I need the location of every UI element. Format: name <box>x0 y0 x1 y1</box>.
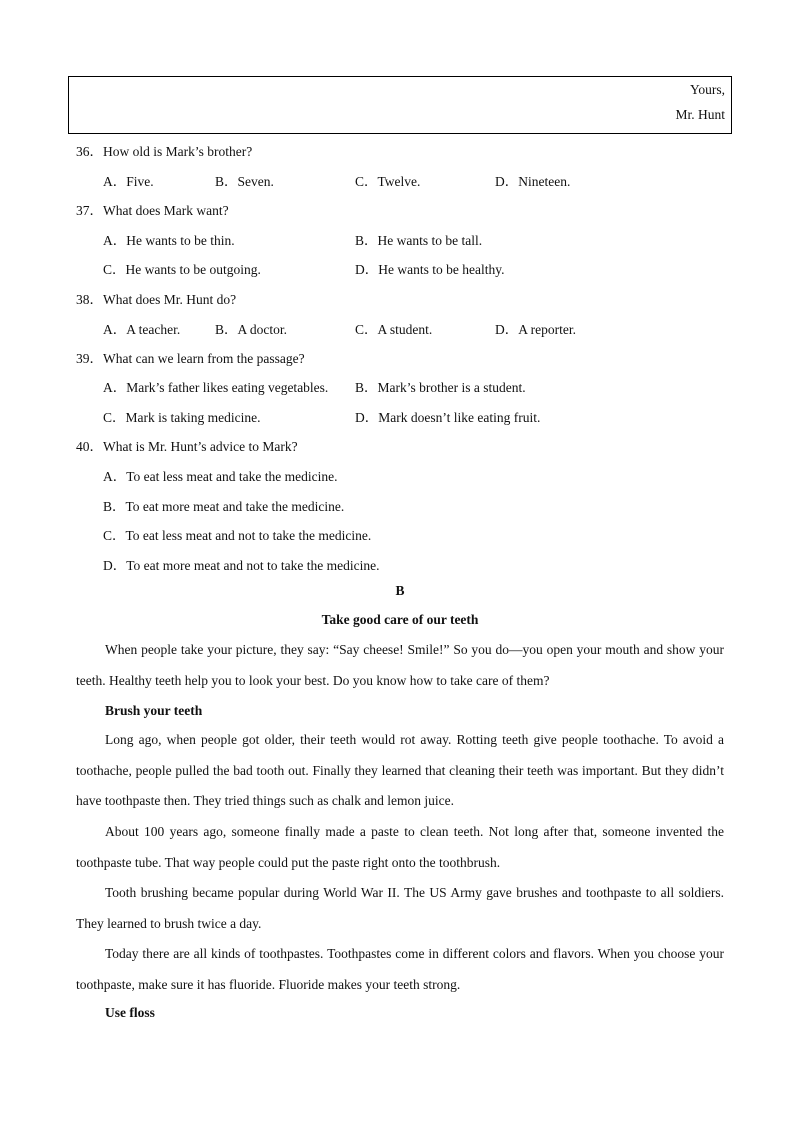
q38-option-b[interactable]: B．A doctor. <box>215 322 288 337</box>
question-37: 37．What does Mark want? <box>76 203 229 218</box>
q39-option-a[interactable]: A．Mark’s father likes eating vegetables. <box>103 380 329 395</box>
q40-option-a[interactable]: A．To eat less meat and take the medicine. <box>103 469 338 484</box>
letter-signature: Mr. Hunt <box>675 107 725 122</box>
q40-option-b[interactable]: B．To eat more meat and take the medicine. <box>103 499 345 514</box>
paragraph-4: Today there are all kinds of toothpastes. Toothpastes come in different colors and flavors. When you choose your toothpaste, make sure it has fluoride. Fluoride makes your teeth strong. <box>76 946 724 992</box>
q37-option-a[interactable]: A．He wants to be thin. <box>103 233 235 248</box>
q40-option-c[interactable]: C．To eat less meat and not to take the medicine. <box>103 528 372 543</box>
question-38: 38．What does Mr. Hunt do? <box>76 292 237 307</box>
passage-title: Take good care of our teeth <box>321 612 479 627</box>
q37-option-c[interactable]: C．He wants to be outgoing. <box>103 262 261 277</box>
paragraph-3: Tooth brushing became popular during World War II. The US Army gave brushes and toothpaste to all soldiers. They learned to brush twice a day. <box>76 885 724 931</box>
subheading-floss: Use floss <box>105 1005 155 1020</box>
q38-option-c[interactable]: C．A student. <box>355 322 433 337</box>
question-40: 40．What is Mr. Hunt’s advice to Mark? <box>76 439 298 454</box>
q40-option-d[interactable]: D．To eat more meat and not to take the medicine. <box>103 558 380 573</box>
q36-option-c[interactable]: C．Twelve. <box>355 174 421 189</box>
paragraph-2: About 100 years ago, someone finally made a paste to clean teeth. Not long after that, someone invented the toothpaste tube. That way people could put the paste right onto the toothbrush. <box>76 824 724 870</box>
q39-option-b[interactable]: B．Mark’s brother is a student. <box>355 380 526 395</box>
q36-option-b[interactable]: B．Seven. <box>215 174 274 189</box>
q36-option-d[interactable]: D．Nineteen. <box>495 174 571 189</box>
letter-closing: Yours, <box>689 82 725 97</box>
paragraph-1: Long ago, when people got older, their teeth would rot away. Rotting teeth give people toothache. To avoid a toothache, people pulled the bad tooth out. Finally they learned that cleaning their teeth was important. But they didn’t have toothpaste then. They tried things such as chalk and lemon juice. <box>76 732 724 808</box>
q37-option-d[interactable]: D．He wants to be healthy. <box>355 262 505 277</box>
question-36: 36．How old is Mark’s brother? <box>76 144 253 159</box>
q36-option-a[interactable]: A．Five. <box>103 174 154 189</box>
q37-option-b[interactable]: B．He wants to be tall. <box>355 233 483 248</box>
q38-option-d[interactable]: D．A reporter. <box>495 322 576 337</box>
subheading-brush: Brush your teeth <box>105 703 203 718</box>
intro-paragraph: When people take your picture, they say: “Say cheese! Smile!” So you do—you open your mouth and show your teeth. Healthy teeth help you to look your best. Do you know how to take care of them? <box>76 642 724 688</box>
q39-option-c[interactable]: C．Mark is taking medicine. <box>103 410 261 425</box>
q39-option-d[interactable]: D．Mark doesn’t like eating fruit. <box>355 410 541 425</box>
question-39: 39．What can we learn from the passage? <box>76 351 305 366</box>
letter-ending-box <box>68 76 732 134</box>
section-label: B <box>395 583 405 598</box>
q38-option-a[interactable]: A．A teacher. <box>103 322 181 337</box>
